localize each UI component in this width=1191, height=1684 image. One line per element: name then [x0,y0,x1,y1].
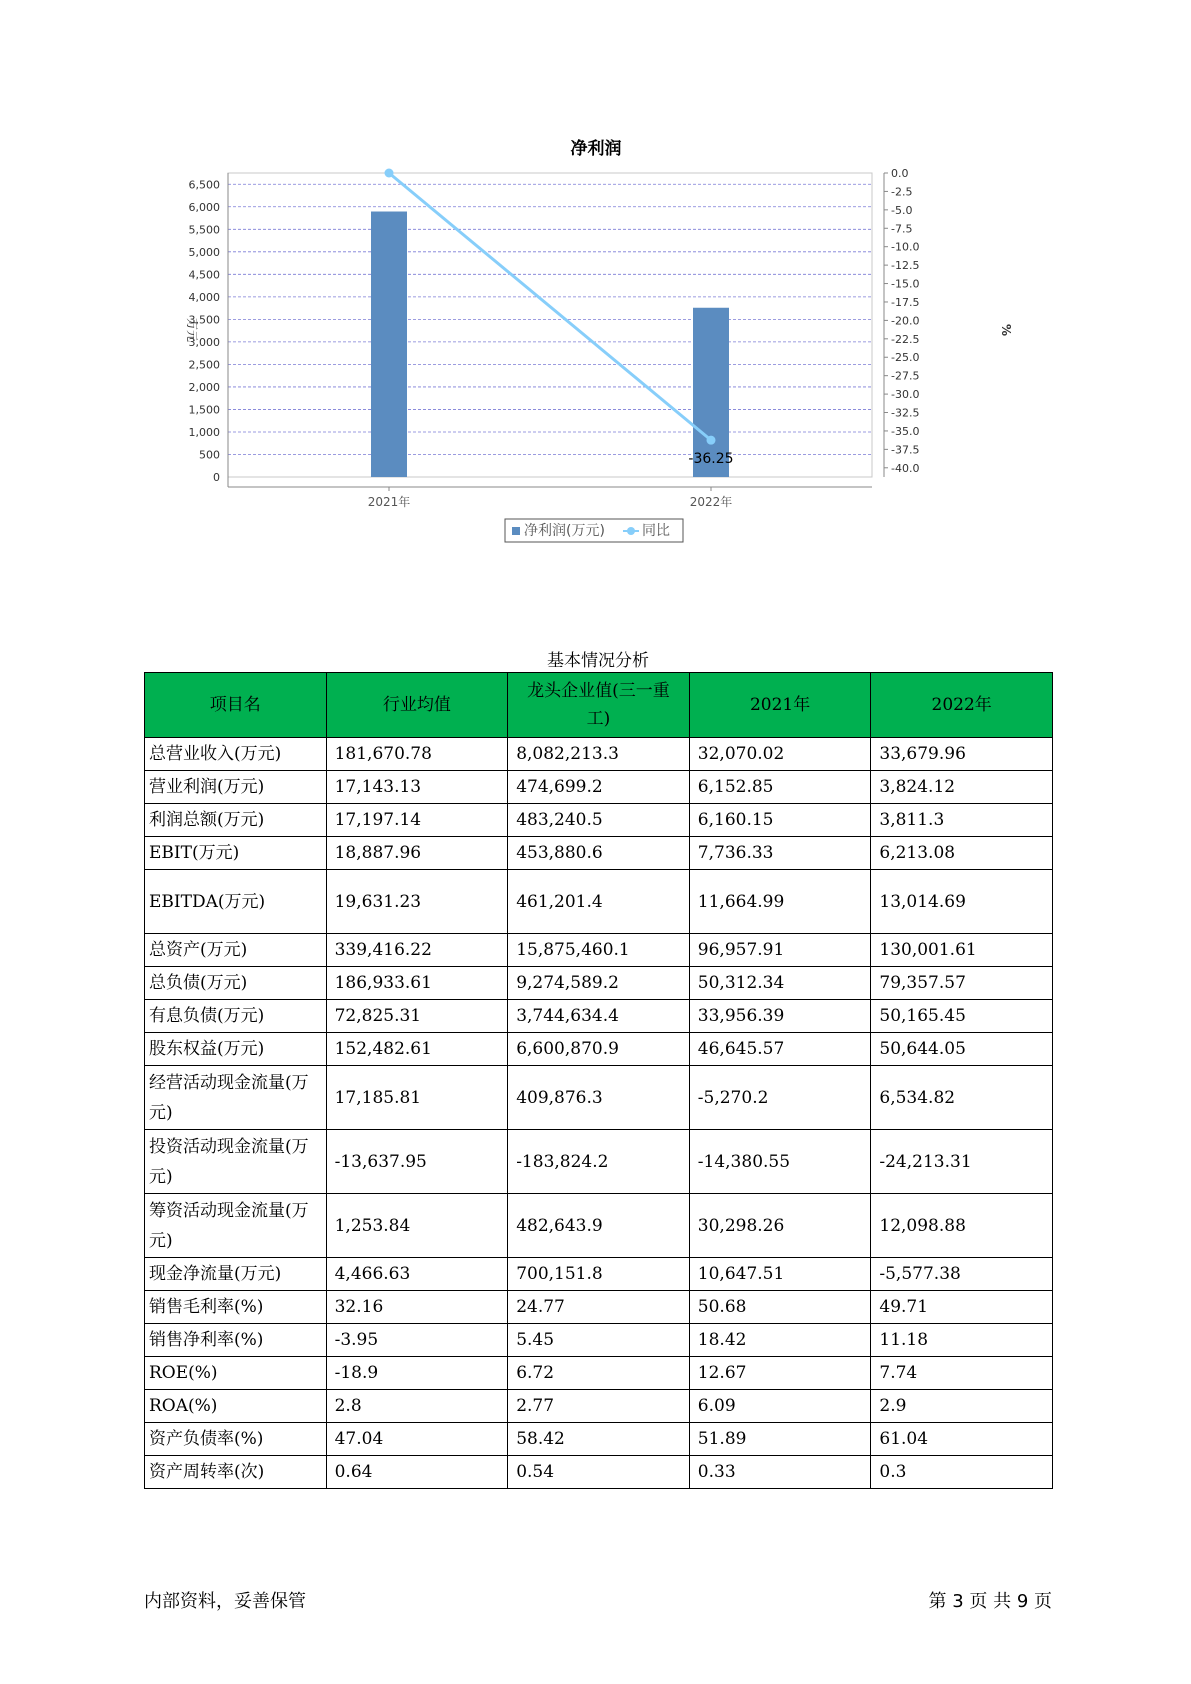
cell-leader-value: 474,699.2 [508,771,690,804]
table-row [145,1194,1053,1258]
cell-item: 总资产(万元) [145,934,327,967]
cell-leader-value: 0.54 [508,1456,690,1489]
left-tick-label: 2,500 [188,358,220,372]
header-2022: 2022年 [871,673,1053,738]
cell-y2022: 79,357.57 [871,967,1053,1000]
left-tick-label: 1,500 [188,403,220,417]
cell-item: 投资活动现金流量(万元) [145,1130,327,1194]
header-item-name: 项目名 [145,673,327,738]
cell-leader-value: 3,744,634.4 [508,1000,690,1033]
cell-y2021: 6.09 [689,1390,871,1423]
cell-industry-avg: 18,887.96 [326,837,508,870]
cell-leader-value: 15,875,460.1 [508,934,690,967]
right-tick-label: -27.5 [891,369,920,383]
cell-item: EBITDA(万元) [145,870,327,934]
right-tick-label: -5.0 [891,203,913,217]
left-tick-label: 6,000 [188,200,220,214]
right-tick-label: -40.0 [891,461,920,475]
table-row [145,771,1053,804]
table-row [145,1000,1053,1033]
cell-item: 总负债(万元) [145,967,327,1000]
left-tick-label: 4,500 [188,268,220,282]
cell-y2021: 6,160.15 [689,804,871,837]
right-tick-label: -25.0 [891,351,920,365]
cell-leader-value: 483,240.5 [508,804,690,837]
analysis-table [144,672,1053,1489]
cell-industry-avg: 152,482.61 [326,1033,508,1066]
cell-y2022: 3,824.12 [871,771,1053,804]
cell-y2022: 50,165.45 [871,1000,1053,1033]
footer-page-number: 第 3 页 共 9 页 [928,1591,1052,1612]
cell-industry-avg: -3.95 [326,1324,508,1357]
cell-leader-value: 58.42 [508,1423,690,1456]
left-tick-label: 500 [199,448,220,462]
cell-y2021: -14,380.55 [689,1130,871,1194]
table-row [145,1130,1053,1194]
cell-item: EBIT(万元) [145,837,327,870]
right-tick-label: -20.0 [891,314,920,328]
cell-industry-avg: 47.04 [326,1423,508,1456]
cell-y2022: 49.71 [871,1291,1053,1324]
right-tick-label: -35.0 [891,424,920,438]
table-row [145,967,1053,1000]
header-2021: 2021年 [689,673,871,738]
cell-y2022: 12,098.88 [871,1194,1053,1258]
cell-y2022: 11.18 [871,1324,1053,1357]
cell-y2022: 130,001.61 [871,934,1053,967]
table-row [145,738,1053,771]
cell-y2021: 51.89 [689,1423,871,1456]
x-tick-label: 2021年 [367,495,411,509]
cell-industry-avg: 2.8 [326,1390,508,1423]
header-industry-avg: 行业均值 [326,673,508,738]
table-row [145,1423,1053,1456]
right-tick-label: -7.5 [891,222,913,236]
cell-item: ROA(%) [145,1390,327,1423]
cell-leader-value: -183,824.2 [508,1130,690,1194]
right-axis-label: % [999,323,1013,337]
table-caption: 基本情况分析 [547,651,649,671]
table-row [145,1324,1053,1357]
cell-y2022: -24,213.31 [871,1130,1053,1194]
cell-y2021: 12.67 [689,1357,871,1390]
yoy-point [707,436,716,445]
right-tick-label: -30.0 [891,388,920,402]
cell-item: ROE(%) [145,1357,327,1390]
right-tick-label: -12.5 [891,259,920,273]
left-tick-label: 6,500 [188,178,220,192]
right-tick-label: 0.0 [891,167,909,180]
cell-y2021: -5,270.2 [689,1066,871,1130]
right-tick-label: -10.0 [891,240,920,254]
left-tick-label: 5,000 [188,245,220,259]
bar-2021年 [371,212,407,477]
table-row [145,1456,1053,1489]
right-tick-label: -17.5 [891,295,920,309]
cell-y2022: 3,811.3 [871,804,1053,837]
table-row [145,1291,1053,1324]
cell-item: 总营业收入(万元) [145,738,327,771]
cell-y2022: 0.3 [871,1456,1053,1489]
table-row [145,804,1053,837]
cell-y2021: 6,152.85 [689,771,871,804]
left-tick-label: 3,500 [188,313,220,327]
cell-leader-value: 8,082,213.3 [508,738,690,771]
cell-industry-avg: 4,466.63 [326,1258,508,1291]
left-tick-label: 0 [213,471,220,484]
left-tick-label: 4,000 [188,290,220,304]
cell-industry-avg: 17,185.81 [326,1066,508,1130]
table-row [145,1066,1053,1130]
cell-item: 股东权益(万元) [145,1033,327,1066]
table-row [145,870,1053,934]
cell-item: 经营活动现金流量(万元) [145,1066,327,1130]
cell-y2021: 50.68 [689,1291,871,1324]
cell-item: 资产周转率(次) [145,1456,327,1489]
cell-industry-avg: 72,825.31 [326,1000,508,1033]
plot-area [228,173,872,477]
left-axis-label: 万元 [185,317,199,343]
cell-y2021: 32,070.02 [689,738,871,771]
cell-y2021: 7,736.33 [689,837,871,870]
cell-y2022: 13,014.69 [871,870,1053,934]
cell-leader-value: 6.72 [508,1357,690,1390]
footer-confidential: 内部资料，妥善保管 [144,1591,306,1612]
cell-y2022: 50,644.05 [871,1033,1053,1066]
cell-y2021: 18.42 [689,1324,871,1357]
right-tick-label: -32.5 [891,406,920,420]
cell-item: 资产负债率(%) [145,1423,327,1456]
cell-y2021: 30,298.26 [689,1194,871,1258]
cell-y2022: -5,577.38 [871,1258,1053,1291]
left-tick-label: 1,000 [188,425,220,439]
cell-y2022: 33,679.96 [871,738,1053,771]
cell-y2021: 46,645.57 [689,1033,871,1066]
left-tick-label: 2,000 [188,380,220,394]
right-tick-label: -15.0 [891,277,920,291]
cell-industry-avg: 17,143.13 [326,771,508,804]
cell-industry-avg: 17,197.14 [326,804,508,837]
legend-line-marker [627,527,635,535]
cell-industry-avg: 32.16 [326,1291,508,1324]
cell-industry-avg: 181,670.78 [326,738,508,771]
cell-item: 现金净流量(万元) [145,1258,327,1291]
cell-y2022: 6,213.08 [871,837,1053,870]
cell-industry-avg: 1,253.84 [326,1194,508,1258]
chart-grid [228,173,872,477]
cell-y2021: 50,312.34 [689,967,871,1000]
legend-bar-label: 净利润(万元) [524,523,605,539]
cell-leader-value: 24.77 [508,1291,690,1324]
cell-leader-value: 2.77 [508,1390,690,1423]
cell-industry-avg: 186,933.61 [326,967,508,1000]
cell-leader-value: 9,274,589.2 [508,967,690,1000]
cell-industry-avg: 19,631.23 [326,870,508,934]
cell-leader-value: 453,880.6 [508,837,690,870]
x-axis-ticks [368,487,733,509]
net-profit-chart [160,130,1020,600]
cell-y2021: 33,956.39 [689,1000,871,1033]
table-row [145,1390,1053,1423]
cell-leader-value: 5.45 [508,1324,690,1357]
cell-item: 利润总额(万元) [145,804,327,837]
cell-leader-value: 6,600,870.9 [508,1033,690,1066]
cell-leader-value: 409,876.3 [508,1066,690,1130]
table-row [145,837,1053,870]
cell-y2022: 6,534.82 [871,1066,1053,1130]
yoy-data-label: -36.25 [688,451,734,468]
cell-leader-value: 700,151.8 [508,1258,690,1291]
cell-item: 筹资活动现金流量(万元) [145,1194,327,1258]
left-tick-label: 3,000 [188,335,220,349]
chart-title: 净利润 [570,139,622,159]
chart-legend [505,519,683,542]
cell-industry-avg: 339,416.22 [326,934,508,967]
table-row [145,1033,1053,1066]
cell-y2022: 2.9 [871,1390,1053,1423]
cell-industry-avg: -18.9 [326,1357,508,1390]
cell-industry-avg: -13,637.95 [326,1130,508,1194]
legend-bar-swatch [512,527,520,535]
x-tick-label: 2022年 [689,495,733,509]
cell-item: 营业利润(万元) [145,771,327,804]
cell-y2022: 7.74 [871,1357,1053,1390]
table-row [145,1258,1053,1291]
cell-item: 销售净利率(%) [145,1324,327,1357]
yoy-point [385,169,394,178]
right-tick-label: -22.5 [891,332,920,346]
cell-y2021: 11,664.99 [689,870,871,934]
cell-leader-value: 461,201.4 [508,870,690,934]
cell-y2022: 61.04 [871,1423,1053,1456]
cell-industry-avg: 0.64 [326,1456,508,1489]
right-axis-ticks [884,167,919,475]
cell-y2021: 96,957.91 [689,934,871,967]
cell-y2021: 0.33 [689,1456,871,1489]
cell-item: 有息负债(万元) [145,1000,327,1033]
cell-leader-value: 482,643.9 [508,1194,690,1258]
left-tick-label: 5,500 [188,223,220,237]
table-row [145,1357,1053,1390]
table-header-row [145,673,1053,738]
cell-y2021: 10,647.51 [689,1258,871,1291]
header-leader-value: 龙头企业值(三一重工) [508,673,690,738]
cell-item: 销售毛利率(%) [145,1291,327,1324]
legend-line-label: 同比 [642,523,670,539]
right-tick-label: -2.5 [891,185,913,199]
right-tick-label: -37.5 [891,443,920,457]
table-row [145,934,1053,967]
